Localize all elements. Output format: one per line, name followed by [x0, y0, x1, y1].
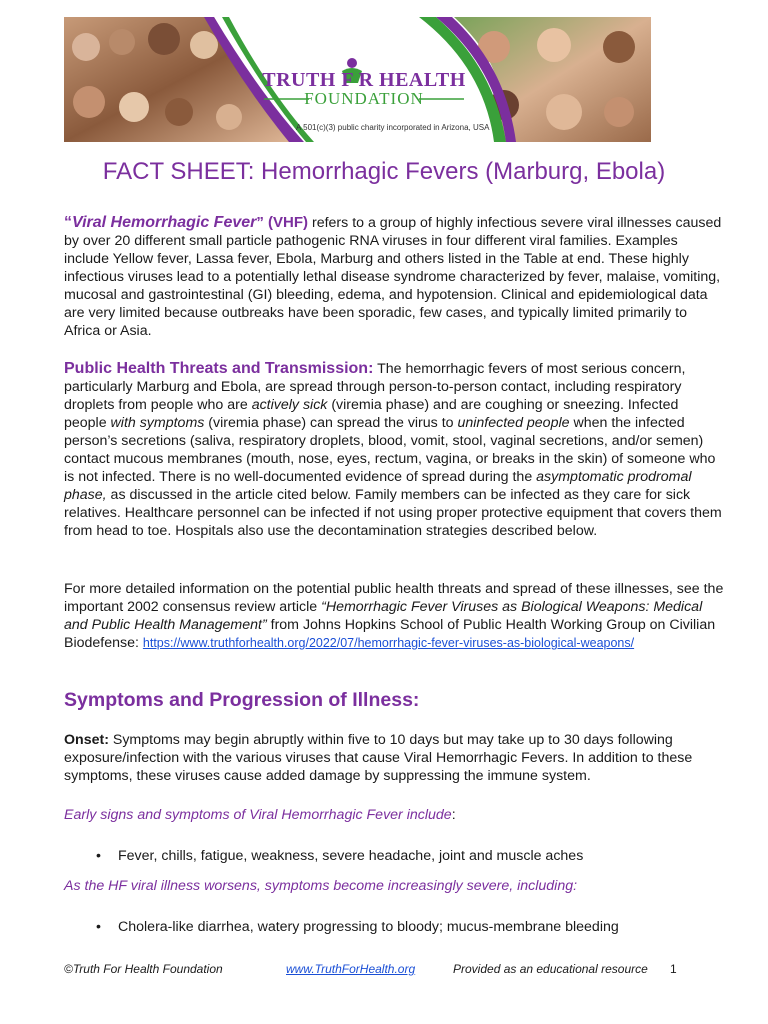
threats-heading: Public Health Threats and Transmission: [64, 360, 374, 377]
threats-text-2: (viremia phase) and are coughing or sneezing. Infected people [64, 397, 679, 431]
header-banner [64, 17, 651, 142]
threats-italic-2: with symptoms [110, 415, 205, 431]
logo-figure-icon [347, 58, 357, 68]
more-info-text-1: For more detailed information on the potential public health threats and spread of these illnesses, see the important 2002 consensus review article [64, 581, 724, 615]
more-info-text-2: from Johns Hopkins School of Public Health Working Group on Civilian Biodefense: [64, 617, 716, 651]
threats-text-4: when the infected person’s secretions (saliva, respiratory droplets, blood, vomit, stool, vaginal secretions, and/or semen) contact mucous membranes (mouth, nose, eyes, rectum, vagina, or breaks in the skin) of someone who is not infected. There is no well-documented evidence of spread during the [64, 415, 716, 485]
footer-website-link[interactable]: www.TruthForHealth.org [286, 962, 416, 976]
intro-term: Viral Hemorrhagic Fever [72, 214, 257, 231]
page-number: 1 [670, 962, 677, 976]
early-signs-intro [64, 807, 456, 823]
intro-open-quote: “ [64, 214, 72, 231]
bullet-item-early: • Fever, chills, fatigue, weakness, severe headache, joint and muscle aches [118, 848, 583, 864]
onset-paragraph [64, 731, 724, 785]
page-title: FACT SHEET: Hemorrhagic Fevers (Marburg, Ebola) [102, 158, 666, 185]
org-name-line2: FOUNDATION [304, 89, 424, 108]
intro-paragraph [64, 214, 724, 340]
threats-paragraph [64, 360, 724, 540]
article-link[interactable]: https://www.truthforhealth.org/2022/07/hemorrhagic-fever-viruses-as-biological-weapons/ [142, 636, 635, 650]
more-info-paragraph [64, 580, 724, 652]
symptoms-heading: Symptoms and Progression of Illness: [64, 689, 420, 711]
early-signs-colon: : [451, 807, 456, 823]
threats-italic-4: asymptomatic prodromal phase, [64, 469, 692, 503]
intro-text: refers to a group of highly infectious severe viral illnesses caused by over 20 different small particle pathogenic RNA viruses in four different viral families. Examples include Yellow fever, Lassa fever, Ebola, Marburg and others listed in the Table at end. These highly infectious viruses lead to a potentially lethal disease syndrome characterized by fever, malaise, vomiting, mucosal and gastrointestinal (GI) bleeding, edema, and hypotension. Clinical and epidemiological data are very limited because outbreaks have been sporadic, few cases, and typically limited primarily to Africa or Asia. [64, 215, 722, 339]
onset-text: Symptoms may begin abruptly within five to 10 days but may take up to 30 days following exposure/infection with the various viruses that cause Viral Hemorrhagic Fevers. In addition to these symptoms, these viruses cause added damage by suppressing the immune system. [64, 732, 693, 784]
charity-note: A 501(c)(3) public charity incorporated in Arizona, USA [296, 123, 490, 132]
org-name-line1: TRUTH F R HEALTH [262, 69, 466, 91]
threats-italic-3: uninfected people [457, 415, 570, 431]
bullet-item-worsens: • Cholera-like diarrhea, watery progressing to bloody; mucus-membrane bleeding [118, 919, 619, 935]
threats-italic-1: actively sick [251, 397, 328, 413]
footer-disclaimer: Provided as an educational resource [453, 962, 648, 976]
threats-text-1: The hemorrhagic fevers of most serious concern, particularly Marburg and Ebola, are spread through person-to-person contact, including respiratory droplets from people who are [64, 361, 686, 413]
onset-label: Onset: [64, 732, 109, 748]
threats-text-5: as discussed in the article cited below. Family members can be infected as they care for sick relatives. Healthcare personnel can be infected if not using proper protective equipment that covers them from head to toe. Hospitals also use the decontamination strategies described below. [64, 487, 722, 539]
intro-abbrev: ” (VHF) [256, 214, 309, 231]
article-title: “Hemorrhagic Fever Viruses as Biological Weapons: Medical and Public Health Management” [64, 599, 703, 633]
early-signs-text: Early signs and symptoms of Viral Hemorrhagic Fever include [64, 807, 452, 823]
worsens-intro: As the HF viral illness worsens, symptoms become increasingly severe, including: [64, 878, 578, 894]
threats-text-3: (viremia phase) can spread the virus to [204, 415, 458, 431]
footer-copyright: ©Truth For Health Foundation [64, 962, 223, 976]
